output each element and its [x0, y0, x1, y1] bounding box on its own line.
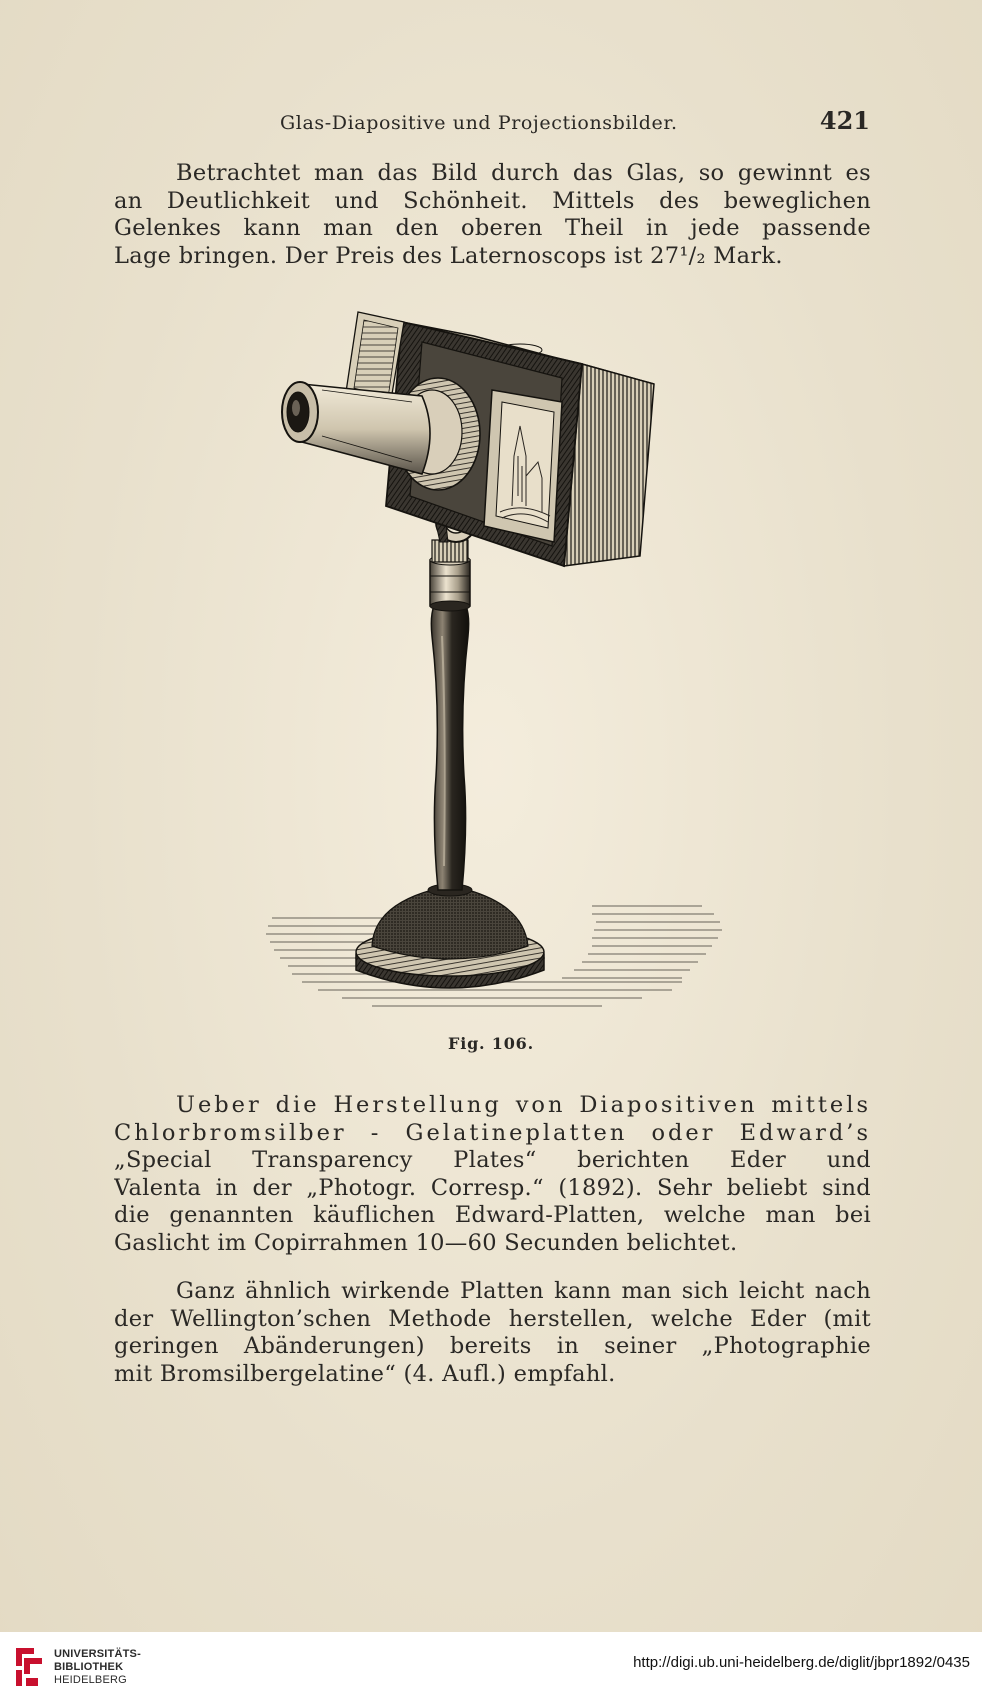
paragraph-line: „Special Transparency Plates“ berichten Eder und — [114, 1147, 871, 1173]
library-name — [54, 1648, 141, 1687]
paragraph-line: an Deutlichkeit und Schönheit. Mittels des beweglichen — [114, 187, 871, 214]
paragraph-line: der Wellington’schen Methode herstellen, welche Eder (mit — [114, 1305, 871, 1332]
digitization-footer — [0, 1632, 982, 1702]
paragraph-line: geringen Abänderungen) bereits in seiner „Photographie — [114, 1333, 871, 1359]
paragraph-wellington — [114, 1278, 871, 1388]
paragraph-laternoscop — [114, 160, 871, 270]
pedestal-base — [356, 884, 544, 988]
library-logo-icon — [12, 1644, 46, 1690]
paragraph-line: Gelenkes kann man den oberen Theil in jede passende — [114, 215, 871, 241]
paragraph-line: Gaslicht im Copirrahmen 10—60 Secunden belichtet. — [114, 1229, 738, 1256]
laternoscop-illustration — [262, 306, 724, 1020]
paragraph-line: Chlorbromsilber - Gelatineplatten oder Edward’s — [114, 1119, 871, 1146]
paragraph-line: Valenta in der „Photogr. Corresp.“ (1892). Sehr beliebt sind — [114, 1174, 871, 1201]
library-name-line: HEIDELBERG — [54, 1673, 127, 1686]
page-number: 421 — [819, 106, 870, 135]
paragraph-line: die genannten käuflichen Edward-Platten, welche man bei — [114, 1202, 871, 1228]
running-head — [280, 106, 870, 138]
paragraph-line: Betrachtet man das Bild durch das Glas, so gewinnt es — [176, 160, 871, 186]
paragraph-line: mit Bromsilbergelatine“ (4. Aufl.) empfahl. — [114, 1360, 616, 1387]
paragraph-diapositive — [114, 1092, 871, 1257]
running-head-title: Glas-Diapositive und Projectionsbilder. — [280, 112, 678, 134]
library-name-line: BIBLIOTHEK — [54, 1660, 124, 1673]
library-name-line: UNIVERSITÄTS- — [54, 1647, 141, 1660]
figure-caption: Fig. 106. — [448, 1034, 534, 1053]
library-logo[interactable] — [12, 1644, 141, 1690]
paragraph-line: Lage bringen. Der Preis des Laternoscops ist 27¹/₂ Mark. — [114, 242, 783, 269]
eyepiece-cone — [282, 382, 430, 474]
paragraph-line: Ueber die Herstellung von Diapositiven mittels — [176, 1092, 871, 1118]
source-url-link[interactable]: http://digi.ub.uni-heidelberg.de/diglit/jbpr1892/0435 — [633, 1654, 970, 1671]
paragraph-line: Ganz ähnlich wirkende Platten kann man sich leicht nach — [176, 1278, 871, 1304]
pedestal-stem — [430, 540, 470, 890]
